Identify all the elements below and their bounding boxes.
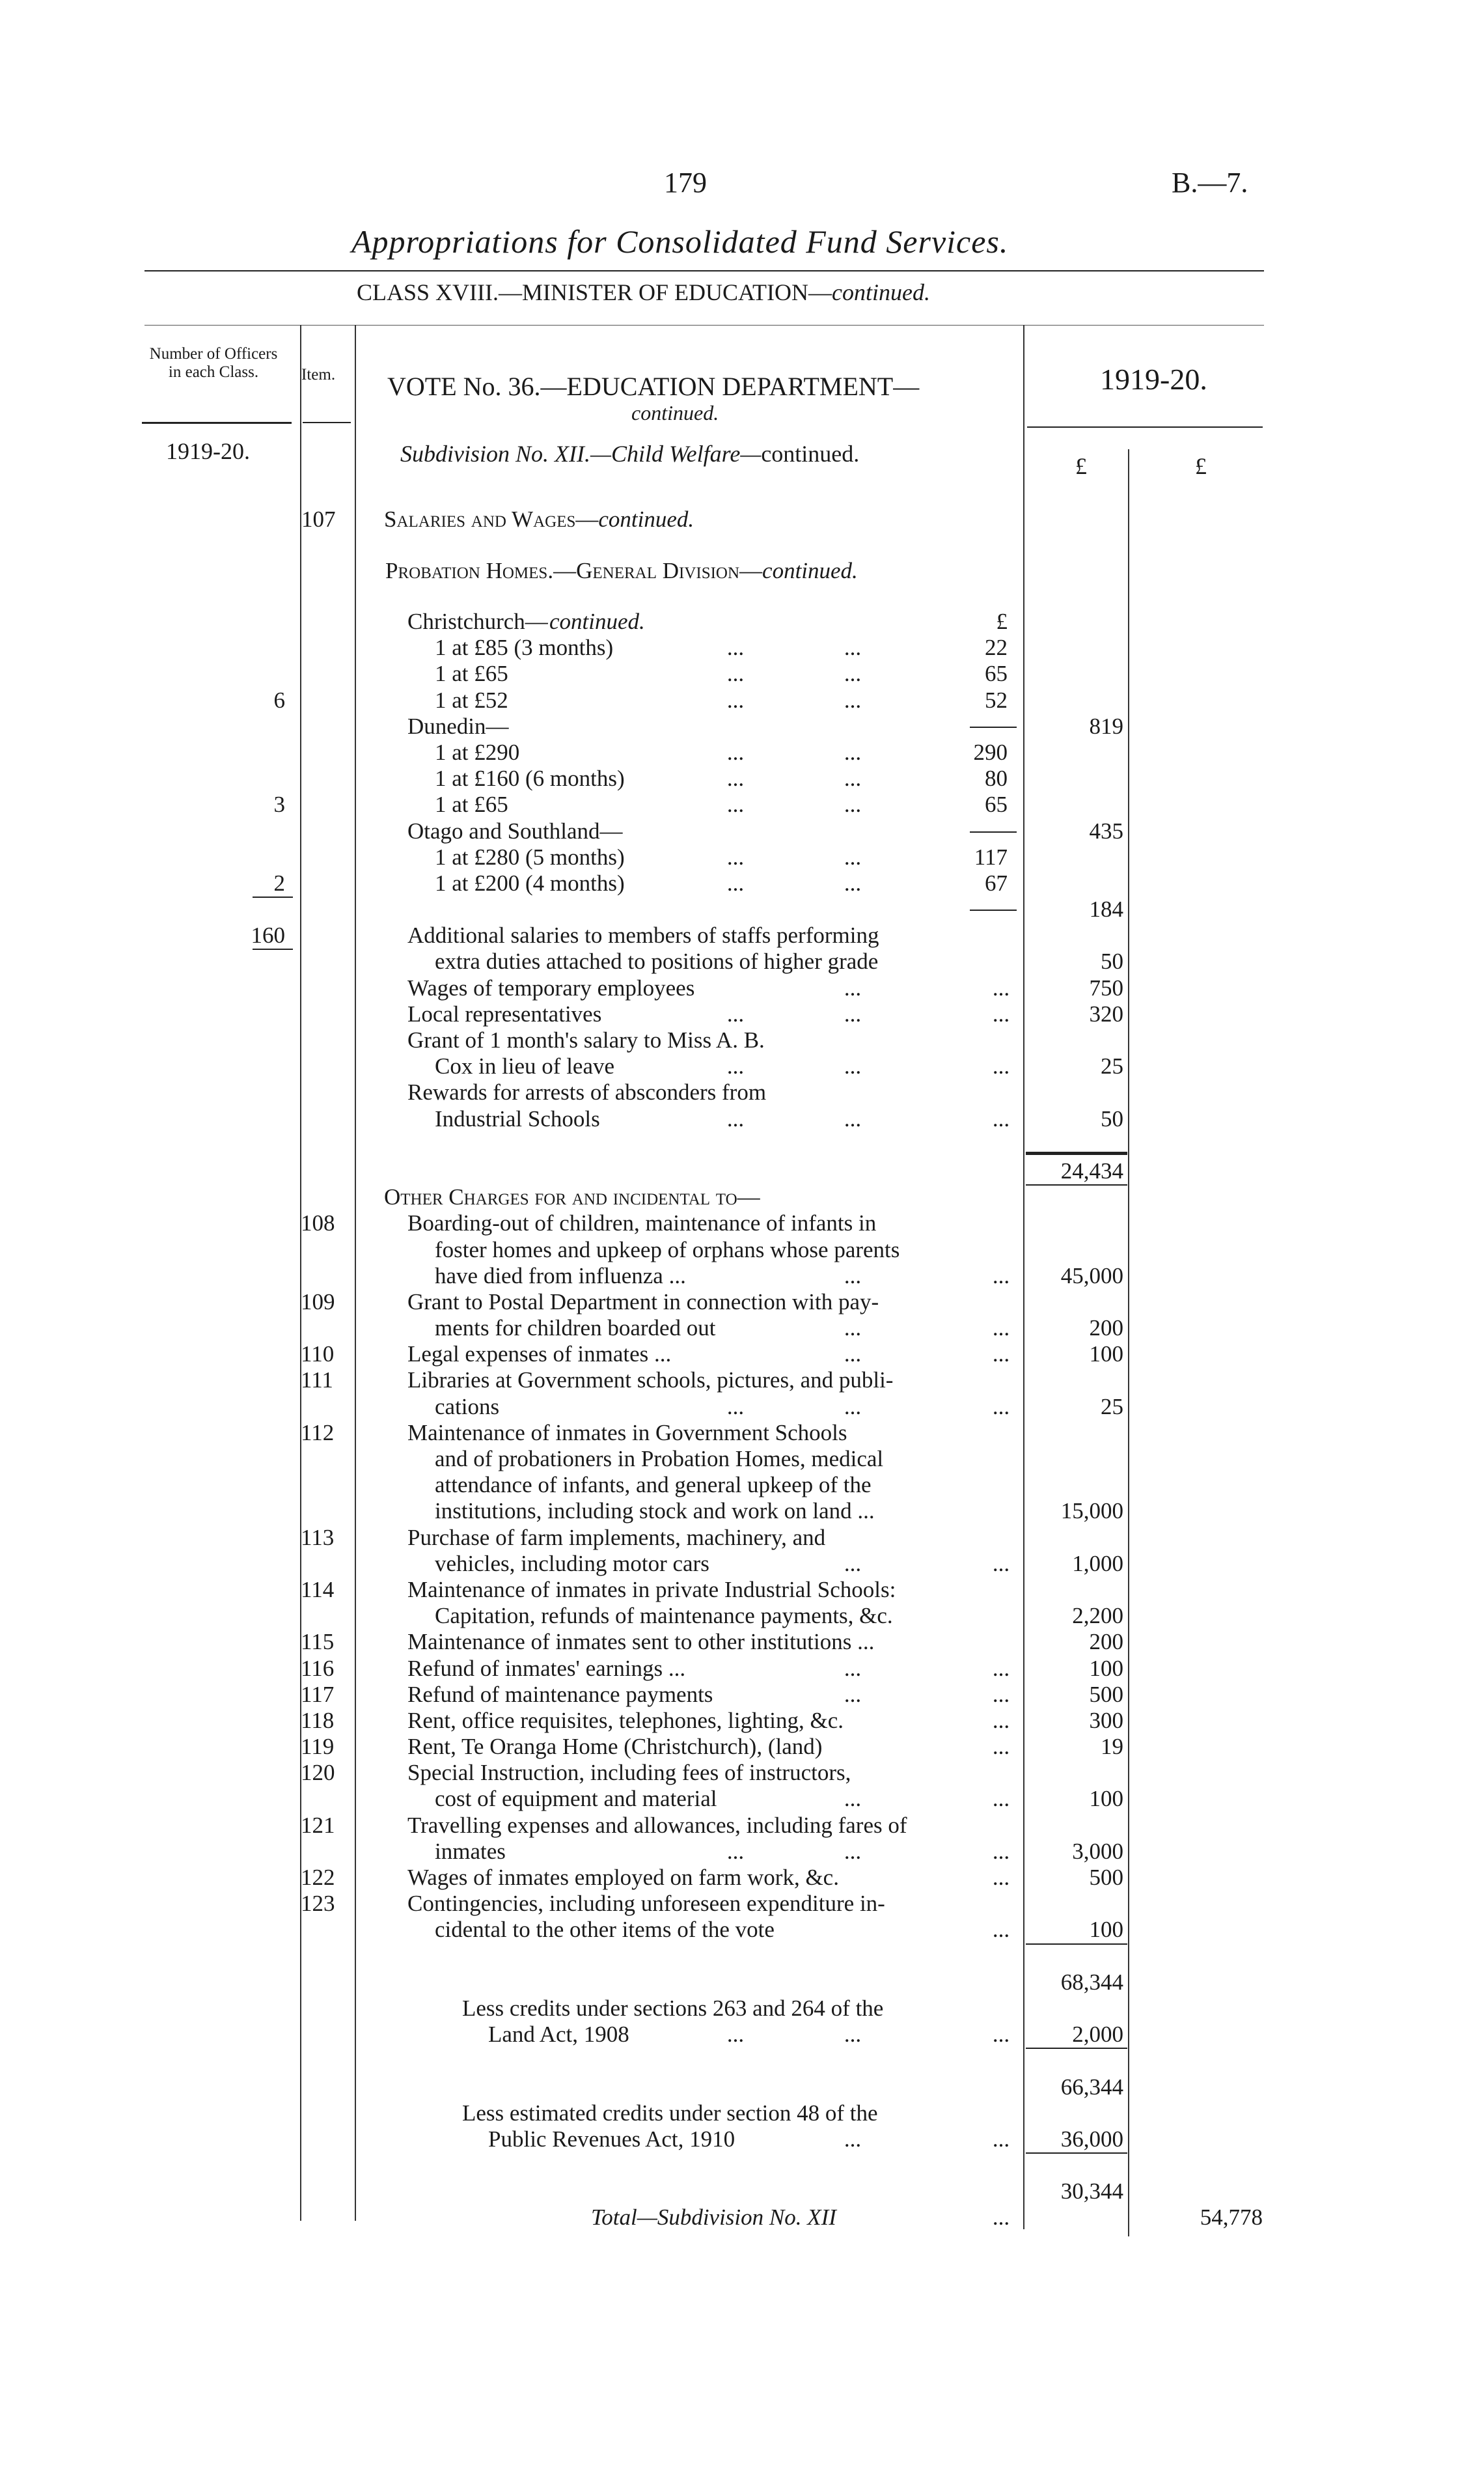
line-text: Less credits under sections 263 and 264 of the: [462, 1995, 884, 2021]
class-heading-text: CLASS XVIII.—MINISTER OF EDUCATION—: [357, 279, 832, 305]
table-row: [0, 897, 1484, 923]
class-heading: [357, 279, 930, 306]
dot-leader: ...: [726, 1001, 745, 1027]
line-text: Maintenance of inmates in private Industrial Schools:: [407, 1576, 896, 1602]
dot-leader: ...: [844, 1262, 862, 1288]
amount: 24,434: [1060, 1158, 1123, 1184]
line-text: Christchurch—: [407, 609, 548, 634]
dot-leader: ...: [992, 1053, 1010, 1079]
dot-leader: ...: [844, 844, 862, 870]
table-row: [0, 1813, 1484, 1839]
amount: 25: [1101, 1393, 1123, 1419]
item-number: 121: [301, 1812, 335, 1838]
item-number: 109: [301, 1288, 335, 1315]
sub-amount: 290: [973, 739, 1008, 765]
line-text: extra duties attached to positions of higher grade: [435, 949, 879, 975]
officers-total-rule: [253, 949, 293, 950]
line-text: 1 at £65: [435, 792, 508, 818]
probation-title: Probation Homes.—General Division—: [385, 558, 763, 583]
amount: 819: [1089, 713, 1123, 739]
table-row: [0, 923, 1484, 949]
amount: 50: [1101, 1106, 1123, 1132]
item-number: 117: [301, 1681, 335, 1707]
dot-leader: ...: [992, 1262, 1010, 1288]
dot-leader: ...: [844, 1341, 862, 1367]
item-column-header: Item.: [301, 366, 336, 383]
sub-amount: 52: [985, 687, 1008, 713]
officers-count: 3: [273, 792, 285, 818]
dot-leader: ...: [992, 1707, 1010, 1733]
line-text: Rent, office requisites, telephones, lighting, &c.: [407, 1707, 844, 1733]
officers-count: 2: [273, 870, 285, 896]
line-text: Maintenance of inmates sent to other institutions ...: [407, 1629, 875, 1655]
table-row: [0, 1184, 1484, 1210]
line-text-italic: continued.: [549, 609, 645, 634]
item-number: 119: [301, 1734, 335, 1760]
line-text: Special Instruction, including fees of instructors,: [407, 1760, 851, 1786]
table-row: [0, 2022, 1484, 2048]
dot-leader: ...: [726, 739, 745, 765]
table-row: [0, 1158, 1484, 1184]
table-row: [0, 1551, 1484, 1577]
table-row: [0, 818, 1484, 844]
item-number: 118: [301, 1707, 335, 1733]
officers-header-rule: [142, 422, 292, 424]
dot-leader: ...: [844, 2126, 862, 2152]
line-text: Legal expenses of inmates ...: [407, 1341, 672, 1367]
line-text: Dunedin—: [407, 713, 509, 739]
line-text: Grant to Postal Department in connection with pay-: [407, 1288, 879, 1315]
dot-leader: ...: [844, 1315, 862, 1341]
line-text: Cox in lieu of leave: [435, 1053, 615, 1079]
dot-leader: ...: [992, 1734, 1010, 1760]
line-text: Otago and Southland—: [407, 818, 623, 844]
table-row: [0, 2100, 1484, 2126]
line-text: 1 at £200 (4 months): [435, 870, 625, 896]
table-row: [0, 1760, 1484, 1786]
amount: 300: [1089, 1707, 1123, 1733]
amount: 3,000: [1072, 1838, 1123, 1864]
table-row: [0, 1708, 1484, 1734]
dot-leader: ...: [844, 792, 862, 818]
table-row: [0, 1106, 1484, 1132]
dot-leader: ...: [726, 844, 745, 870]
amount: 320: [1089, 1001, 1123, 1027]
subtotal-rule: [970, 831, 1017, 833]
line-text: 1 at £290: [435, 739, 520, 765]
subdivision-title: Subdivision No. XII.—Child Welfare—: [400, 441, 762, 467]
line-text: 1 at £280 (5 months): [435, 844, 625, 870]
amount: 36,000: [1060, 2126, 1123, 2152]
line-text: Wages of temporary employees: [407, 975, 695, 1001]
table-row: [0, 1367, 1484, 1393]
dot-leader: ...: [726, 635, 745, 661]
item-number: 123: [301, 1891, 335, 1917]
line-text: cidental to the other items of the vote: [435, 1917, 775, 1943]
line-text: Public Revenues Act, 1910: [488, 2126, 735, 2152]
line-text: inmates: [435, 1838, 506, 1864]
total-amount: 54,778: [1200, 2205, 1263, 2231]
table-row: [0, 1577, 1484, 1603]
subdivision-continued: continued.: [761, 441, 860, 467]
line-text: Purchase of farm implements, machinery, and: [407, 1524, 826, 1550]
dot-leader: ...: [844, 1001, 862, 1027]
amount: 68,344: [1060, 1969, 1123, 1995]
item-number: 110: [301, 1341, 335, 1367]
line-text: Travelling expenses and allowances, including fares of: [407, 1812, 907, 1838]
dot-leader: ...: [726, 792, 745, 818]
table-row: [0, 870, 1484, 897]
item-number: 114: [301, 1576, 335, 1602]
item-header-rule: [303, 422, 351, 423]
amount-total-rule: [1026, 1943, 1127, 1945]
table-row: [0, 609, 1484, 635]
item-number: 111: [301, 1367, 333, 1393]
table-row: [0, 1786, 1484, 1812]
document-reference: B.—7.: [1172, 167, 1248, 199]
amount: 750: [1089, 975, 1123, 1001]
table-row: [0, 1498, 1484, 1524]
table-row: [0, 1341, 1484, 1367]
amount: 100: [1089, 1786, 1123, 1812]
sub-amount: 22: [985, 635, 1008, 661]
dot-leader: ...: [844, 1106, 862, 1132]
dot-leader: ...: [844, 1786, 862, 1812]
line-text: Libraries at Government schools, pictures, and publi-: [407, 1367, 894, 1393]
table-row: [0, 2048, 1484, 2074]
officers-column-header: Number of Officers in each Class.: [149, 345, 278, 381]
line-text: Other Charges for and incidental to—: [384, 1184, 760, 1210]
dot-leader: ...: [992, 1917, 1010, 1943]
line-text: vehicles, including motor cars: [435, 1550, 709, 1576]
dot-leader: ...: [992, 1865, 1010, 1890]
line-text: have died from influenza ...: [435, 1262, 686, 1288]
dot-leader: ...: [844, 1550, 862, 1576]
sub-amount: £: [996, 609, 1008, 634]
table-row: [0, 1969, 1484, 1996]
page-title: Appropriations for Consolidated Fund Services.: [351, 223, 1009, 260]
dot-leader: ...: [726, 766, 745, 792]
line-text: Boarding-out of children, maintenance of infants in: [407, 1210, 877, 1236]
table-row: [0, 844, 1484, 870]
line-text: Grant of 1 month's salary to Miss A. B.: [407, 1027, 765, 1053]
page-number: 179: [664, 167, 707, 199]
dot-leader: ...: [844, 1655, 862, 1681]
table-row: [0, 1420, 1484, 1446]
line-text: 1 at £160 (6 months): [435, 766, 625, 792]
pound-header-1: £: [1075, 453, 1087, 479]
line-text: foster homes and upkeep of orphans whose parents: [435, 1236, 900, 1262]
line-text: 1 at £85 (3 months): [435, 635, 614, 661]
officers-year: 1919-20.: [166, 438, 250, 464]
table-row: [0, 635, 1484, 661]
item-number: 112: [301, 1419, 335, 1445]
line-text: ments for children boarded out: [435, 1315, 716, 1341]
line-text: Rewards for arrests of absconders from: [407, 1079, 767, 1106]
item-107: 107: [301, 507, 336, 532]
item-number: 108: [301, 1210, 335, 1236]
line-text: Maintenance of inmates in Government Schools: [407, 1419, 847, 1445]
amount: 1,000: [1072, 1550, 1123, 1576]
line-text: attendance of infants, and general upkeep of the: [435, 1472, 872, 1498]
item-number: 122: [301, 1865, 335, 1890]
total-label: Total—Subdivision No. XII: [591, 2205, 836, 2231]
table-row: [0, 1734, 1484, 1760]
table-row: [0, 975, 1484, 1001]
header-top-rule: [144, 325, 1264, 326]
amount-total-rule: [1026, 1152, 1127, 1155]
table-row: [0, 688, 1484, 714]
table-row: [0, 1603, 1484, 1629]
dot-leader: ...: [992, 2205, 1010, 2231]
line-text: Industrial Schools: [435, 1106, 600, 1132]
salaries-heading: [384, 507, 694, 533]
dot-leader: ...: [844, 635, 862, 661]
table-row: [0, 714, 1484, 740]
vote-heading: VOTE No. 36.—EDUCATION DEPARTMENT—: [387, 372, 920, 401]
amount: 100: [1089, 1341, 1123, 1367]
table-row: [0, 1682, 1484, 1708]
table-row: [0, 1079, 1484, 1106]
officers-total-rule: [253, 897, 293, 898]
line-text: Wages of inmates employed on farm work, &c.: [407, 1865, 839, 1890]
dot-leader: ...: [844, 975, 862, 1001]
title-rule: [144, 270, 1264, 271]
amount: 435: [1089, 818, 1123, 844]
item-number: 120: [301, 1760, 335, 1786]
sub-amount: 117: [974, 844, 1008, 870]
dot-leader: ...: [992, 1550, 1010, 1576]
amount: 66,344: [1060, 2074, 1123, 2100]
table-row: [0, 1027, 1484, 1053]
line-text: 1 at £65: [435, 661, 508, 687]
line-text: Less estimated credits under section 48 of the: [462, 2100, 878, 2126]
amount: 30,344: [1060, 2178, 1123, 2205]
dot-leader: ...: [844, 739, 862, 765]
dot-leader: ...: [992, 1315, 1010, 1341]
amount: 200: [1089, 1315, 1123, 1341]
amount: 50: [1101, 949, 1123, 975]
amount-total-rule: [1026, 1184, 1127, 1186]
vote-heading-continued: continued.: [631, 401, 719, 424]
table-row: [0, 740, 1484, 766]
table-row: [0, 1001, 1484, 1027]
estimates-table: [0, 609, 1484, 2231]
table-row: [0, 2152, 1484, 2178]
dot-leader: ...: [844, 661, 862, 687]
dot-leader: ...: [726, 1106, 745, 1132]
table-row: [0, 766, 1484, 792]
dot-leader: ...: [992, 2022, 1010, 2048]
amount-header-rule: [1027, 426, 1263, 428]
table-row: [0, 661, 1484, 687]
dot-leader: ...: [726, 687, 745, 713]
table-row: [0, 2178, 1484, 2205]
line-text: Refund of maintenance payments: [407, 1681, 713, 1707]
dot-leader: ...: [844, 766, 862, 792]
item-number: 116: [301, 1655, 335, 1681]
salaries-continued: continued.: [598, 507, 694, 532]
item-number: 113: [301, 1524, 335, 1550]
amount-total-rule: [1026, 2152, 1127, 2154]
officers-count: 160: [251, 923, 285, 949]
year-column-header: 1919-20.: [1100, 363, 1207, 396]
amount: 19: [1101, 1734, 1123, 1760]
amount: 45,000: [1060, 1262, 1123, 1288]
dot-leader: ...: [992, 1106, 1010, 1132]
dot-leader: ...: [844, 1393, 862, 1419]
dot-leader: ...: [992, 1681, 1010, 1707]
table-row: [0, 1263, 1484, 1289]
line-text: Refund of inmates' earnings ...: [407, 1655, 686, 1681]
line-text: Capitation, refunds of maintenance payments, &c.: [435, 1603, 893, 1629]
line-text: institutions, including stock and work on land ...: [435, 1498, 875, 1524]
probation-continued: continued.: [762, 558, 858, 583]
table-row: [0, 2205, 1484, 2231]
dot-leader: ...: [992, 1341, 1010, 1367]
subdivision-heading: [400, 440, 859, 467]
dot-leader: ...: [844, 2022, 862, 2048]
dot-leader: ...: [992, 1786, 1010, 1812]
table-row: [0, 1865, 1484, 1891]
amount: 2,000: [1072, 2022, 1123, 2048]
subtotal-rule: [970, 910, 1017, 911]
amount: 25: [1101, 1053, 1123, 1079]
dot-leader: ...: [992, 2126, 1010, 2152]
dot-leader: ...: [992, 1393, 1010, 1419]
amount: 200: [1089, 1629, 1123, 1655]
table-row: [0, 1525, 1484, 1551]
line-text: and of probationers in Probation Homes, medical: [435, 1446, 884, 1471]
sub-amount: 80: [985, 766, 1008, 792]
salaries-title: Salaries and Wages—: [384, 507, 599, 532]
amount: 184: [1089, 897, 1123, 923]
dot-leader: ...: [726, 661, 745, 687]
dot-leader: ...: [726, 1838, 745, 1864]
dot-leader: ...: [844, 870, 862, 896]
amount: 100: [1089, 1655, 1123, 1681]
table-row: [0, 1053, 1484, 1079]
dot-leader: ...: [992, 1838, 1010, 1864]
dot-leader: ...: [992, 1001, 1010, 1027]
sub-amount: 65: [985, 661, 1008, 687]
table-row: [0, 792, 1484, 818]
amount: 100: [1089, 1917, 1123, 1943]
table-row: [0, 1446, 1484, 1472]
line-text: cost of equipment and material: [435, 1786, 717, 1812]
table-row: [0, 1943, 1484, 1969]
probation-heading: [385, 558, 858, 584]
table-row: [0, 1656, 1484, 1682]
sub-amount: 65: [985, 792, 1008, 818]
item-number: 115: [301, 1629, 335, 1655]
line-text: cations: [435, 1393, 500, 1419]
dot-leader: ...: [844, 1053, 862, 1079]
dot-leader: ...: [992, 1655, 1010, 1681]
line-text: Land Act, 1908: [488, 2022, 629, 2048]
table-row: [0, 1237, 1484, 1263]
line-text: Local representatives: [407, 1001, 602, 1027]
table-row: [0, 2074, 1484, 2100]
amount: 500: [1089, 1681, 1123, 1707]
dot-leader: ...: [726, 1393, 745, 1419]
amount: 15,000: [1060, 1498, 1123, 1524]
table-row: [0, 1210, 1484, 1236]
dot-leader: ...: [726, 870, 745, 896]
table-row: [0, 1315, 1484, 1341]
table-row: [0, 1472, 1484, 1498]
dot-leader: ...: [726, 2022, 745, 2048]
table-row: [0, 1132, 1484, 1158]
table-row: [0, 1629, 1484, 1655]
dot-leader: ...: [992, 975, 1010, 1001]
table-row: [0, 1917, 1484, 1943]
dot-leader: ...: [844, 687, 862, 713]
amount: 500: [1089, 1865, 1123, 1890]
class-heading-continued: continued.: [832, 279, 930, 305]
sub-amount: 67: [985, 870, 1008, 896]
line-text: Additional salaries to members of staffs performing: [407, 923, 879, 949]
table-row: [0, 1289, 1484, 1315]
table-row: [0, 2126, 1484, 2152]
dot-leader: ...: [844, 1838, 862, 1864]
amount: 2,200: [1072, 1603, 1123, 1629]
amount-total-rule: [1026, 2048, 1127, 2049]
line-text: 1 at £52: [435, 687, 508, 713]
officers-count: 6: [273, 687, 285, 713]
table-row: [0, 1891, 1484, 1917]
line-text: Contingencies, including unforeseen expenditure in-: [407, 1891, 885, 1917]
pound-header-2: £: [1195, 453, 1207, 479]
subtotal-rule: [970, 727, 1017, 728]
line-text: Rent, Te Oranga Home (Christchurch), (land): [407, 1734, 823, 1760]
table-row: [0, 1996, 1484, 2022]
dot-leader: ...: [726, 1053, 745, 1079]
table-row: [0, 949, 1484, 975]
dot-leader: ...: [844, 1681, 862, 1707]
table-row: [0, 1839, 1484, 1865]
table-row: [0, 1394, 1484, 1420]
